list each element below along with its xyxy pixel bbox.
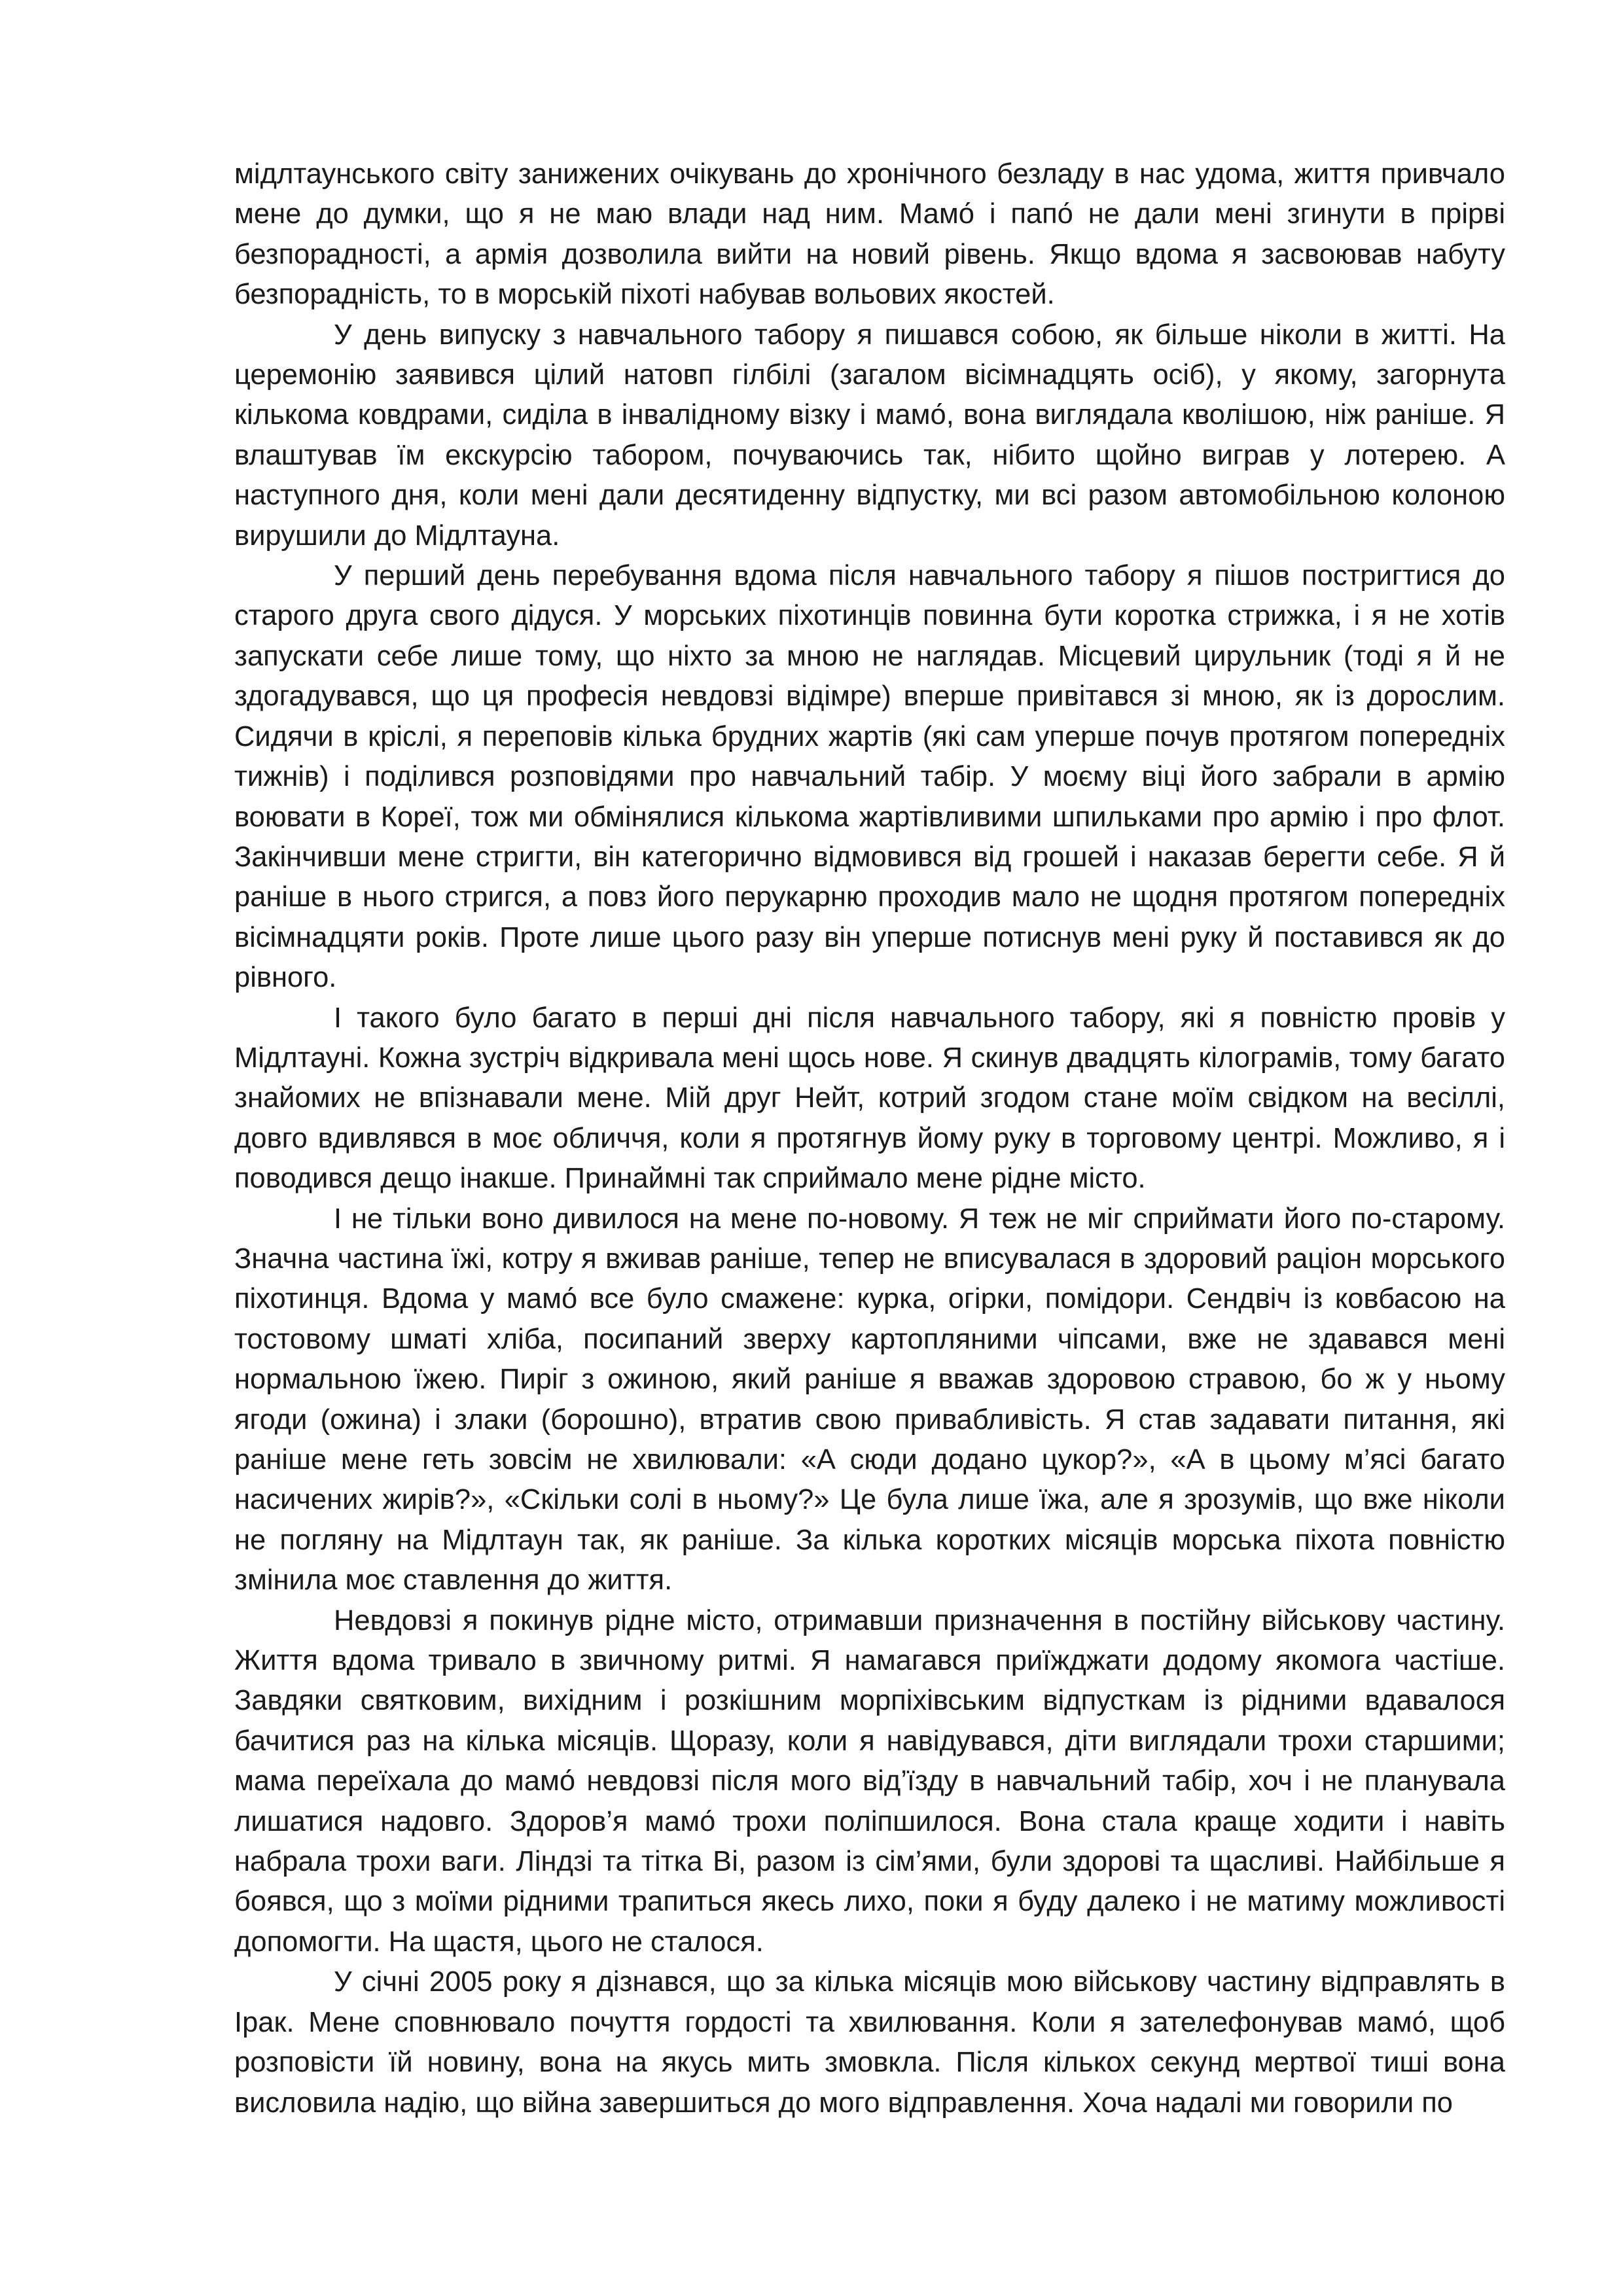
paragraph-1: мідлтаунського світу занижених очікувань до хронічного безладу в нас удома, життя привчало мене до думки, що я не маю влади над ним. Мамо́ і папо́ не дали мені згинути в прірві безпорадності, а армія дозволила вийти на новий рівень. Якщо вдома я засвоював набуту безпорадність, то в морській піхоті набував вольових якостей. <box>234 158 1505 311</box>
document-page <box>234 154 1505 2183</box>
paragraph-3: У перший день перебування вдома після навчального табору я пішов постригтися до старого друга свого дідуся. У морських піхотинців повинна бути коротка стрижка, і я не хотів запускати себе лише тому, що ніхто за мною не наглядав. Місцевий цирульник (тоді я й не здогадувався, що ця професія невдовзі відімре) вперше привітався зі мною, як із дорослим. Сидячи в кріслі, я переповів кілька брудних жартів (які сам уперше почув протягом попередніх тижнів) і поділився розповідями про навчальний табір. У моєму віці його забрали в армію воювати в Кореї, тож ми обмінялися кількома жартівливими шпильками про армію і про флот. Закінчивши мене стригти, він категорично відмовився від грошей і наказав берегти себе. Я й раніше в нього стригся, а повз його перукарню проходив мало не щодня протягом попередніх вісімнадцяти років. Проте лише цього разу він уперше потиснув мені руку й поставився як до рівного. <box>234 560 1505 994</box>
paragraph-5: І не тільки воно дивилося на мене по-новому. Я теж не міг сприймати його по-старому. Значна частина їжі, котру я вживав раніше, тепер не вписувалася в здоровий раціон морського піхотинця. Вдома у мамо́ все було смажене: курка, огірки, помідори. Сендвіч із ковбасою на тостовому шматі хліба, посипаний зверху картопляними чіпсами, вже не здавався мені нормальною їжею. Пиріг з ожиною, який раніше я вважав здоровою стравою, бо ж у ньому ягоди (ожина) і злаки (борошно), втратив свою привабливість. Я став задавати питання, які раніше мене геть зовсім не хвилювали: «А сюди додано цукор?», «А в цьому м’ясі багато насичених жирів?», «Скільки солі в ньому?» Це була лише їжа, але я зрозумів, що вже ніколи не погляну на Мідлтаун так, як раніше. За кілька коротких місяців морська піхота повністю змінила моє ставлення до життя. <box>234 1203 1505 1597</box>
paragraph-4: І такого було багато в перші дні після навчального табору, які я повністю провів у Мідлтауні. Кожна зустріч відкривала мені щось нове. Я скинув двадцять кілограмів, тому багато знайомих не впізнавали мене. Мій друг Нейт, котрий згодом стане моїм свідком на весіллі, довго вдивлявся в моє обличчя, коли я протягнув йому руку в торговому центрі. Можливо, я і поводився дещо інакше. Принаймні так сприймало мене рідне місто. <box>234 1002 1505 1195</box>
paragraph-2: У день випуску з навчального табору я пишався собою, як більше ніколи в житті. На церемонію заявився цілий натовп гілбілі (загалом вісімнадцять осіб), у якому, загорнута кількома ковдрами, сиділа в інвалідному візку і мамо́, вона виглядала кволішою, ніж раніше. Я влаштував їм екскурсію табором, почуваючись так, нібито щойно виграв у лотерею. А наступного дня, коли мені дали десятиденну відпустку, ми всі разом автомобільною колоною вирушили до Мідлтауна. <box>234 319 1505 552</box>
paragraph-6: Невдовзі я покинув рідне місто, отримавши призначення в постійну військову частину. Життя вдома тривало в звичному ритмі. Я намагався приїжджати додому якомога частіше. Завдяки святковим, вихідним і розкішним морпіхівським відпусткам із рідними вдавалося бачитися раз на кілька місяців. Щоразу, коли я навідувався, діти виглядали трохи старшими; мама переїхала до мамо́ невдовзі після мого від’їзду в навчальний табір, хоч і не планувала лишатися надовго. Здоров’я мамо́ трохи поліпшилося. Вона стала краще ходити і навіть набрала трохи ваги. Ліндзі та тітка Ві, разом із сім’ями, були здорові та щасливі. Найбільше я боявся, що з моїми рідними трапиться якесь лихо, поки я буду далеко і не матиму можливості допомогти. На щастя, цього не сталося. <box>234 1604 1505 1958</box>
paragraph-7: У січні 2005 року я дізнався, що за кілька місяців мою військову частину відправлять в Ірак. Мене сповнювало почуття гордості та хвилювання. Коли я зателефонував мамо́, щоб розповісти їй новину, вона на якусь мить змовкла. Після кількох секунд мертвої тиші вона висловила надію, що війна завершиться до мого відправлення. Хоча надалі ми говорили по <box>234 1966 1505 2119</box>
